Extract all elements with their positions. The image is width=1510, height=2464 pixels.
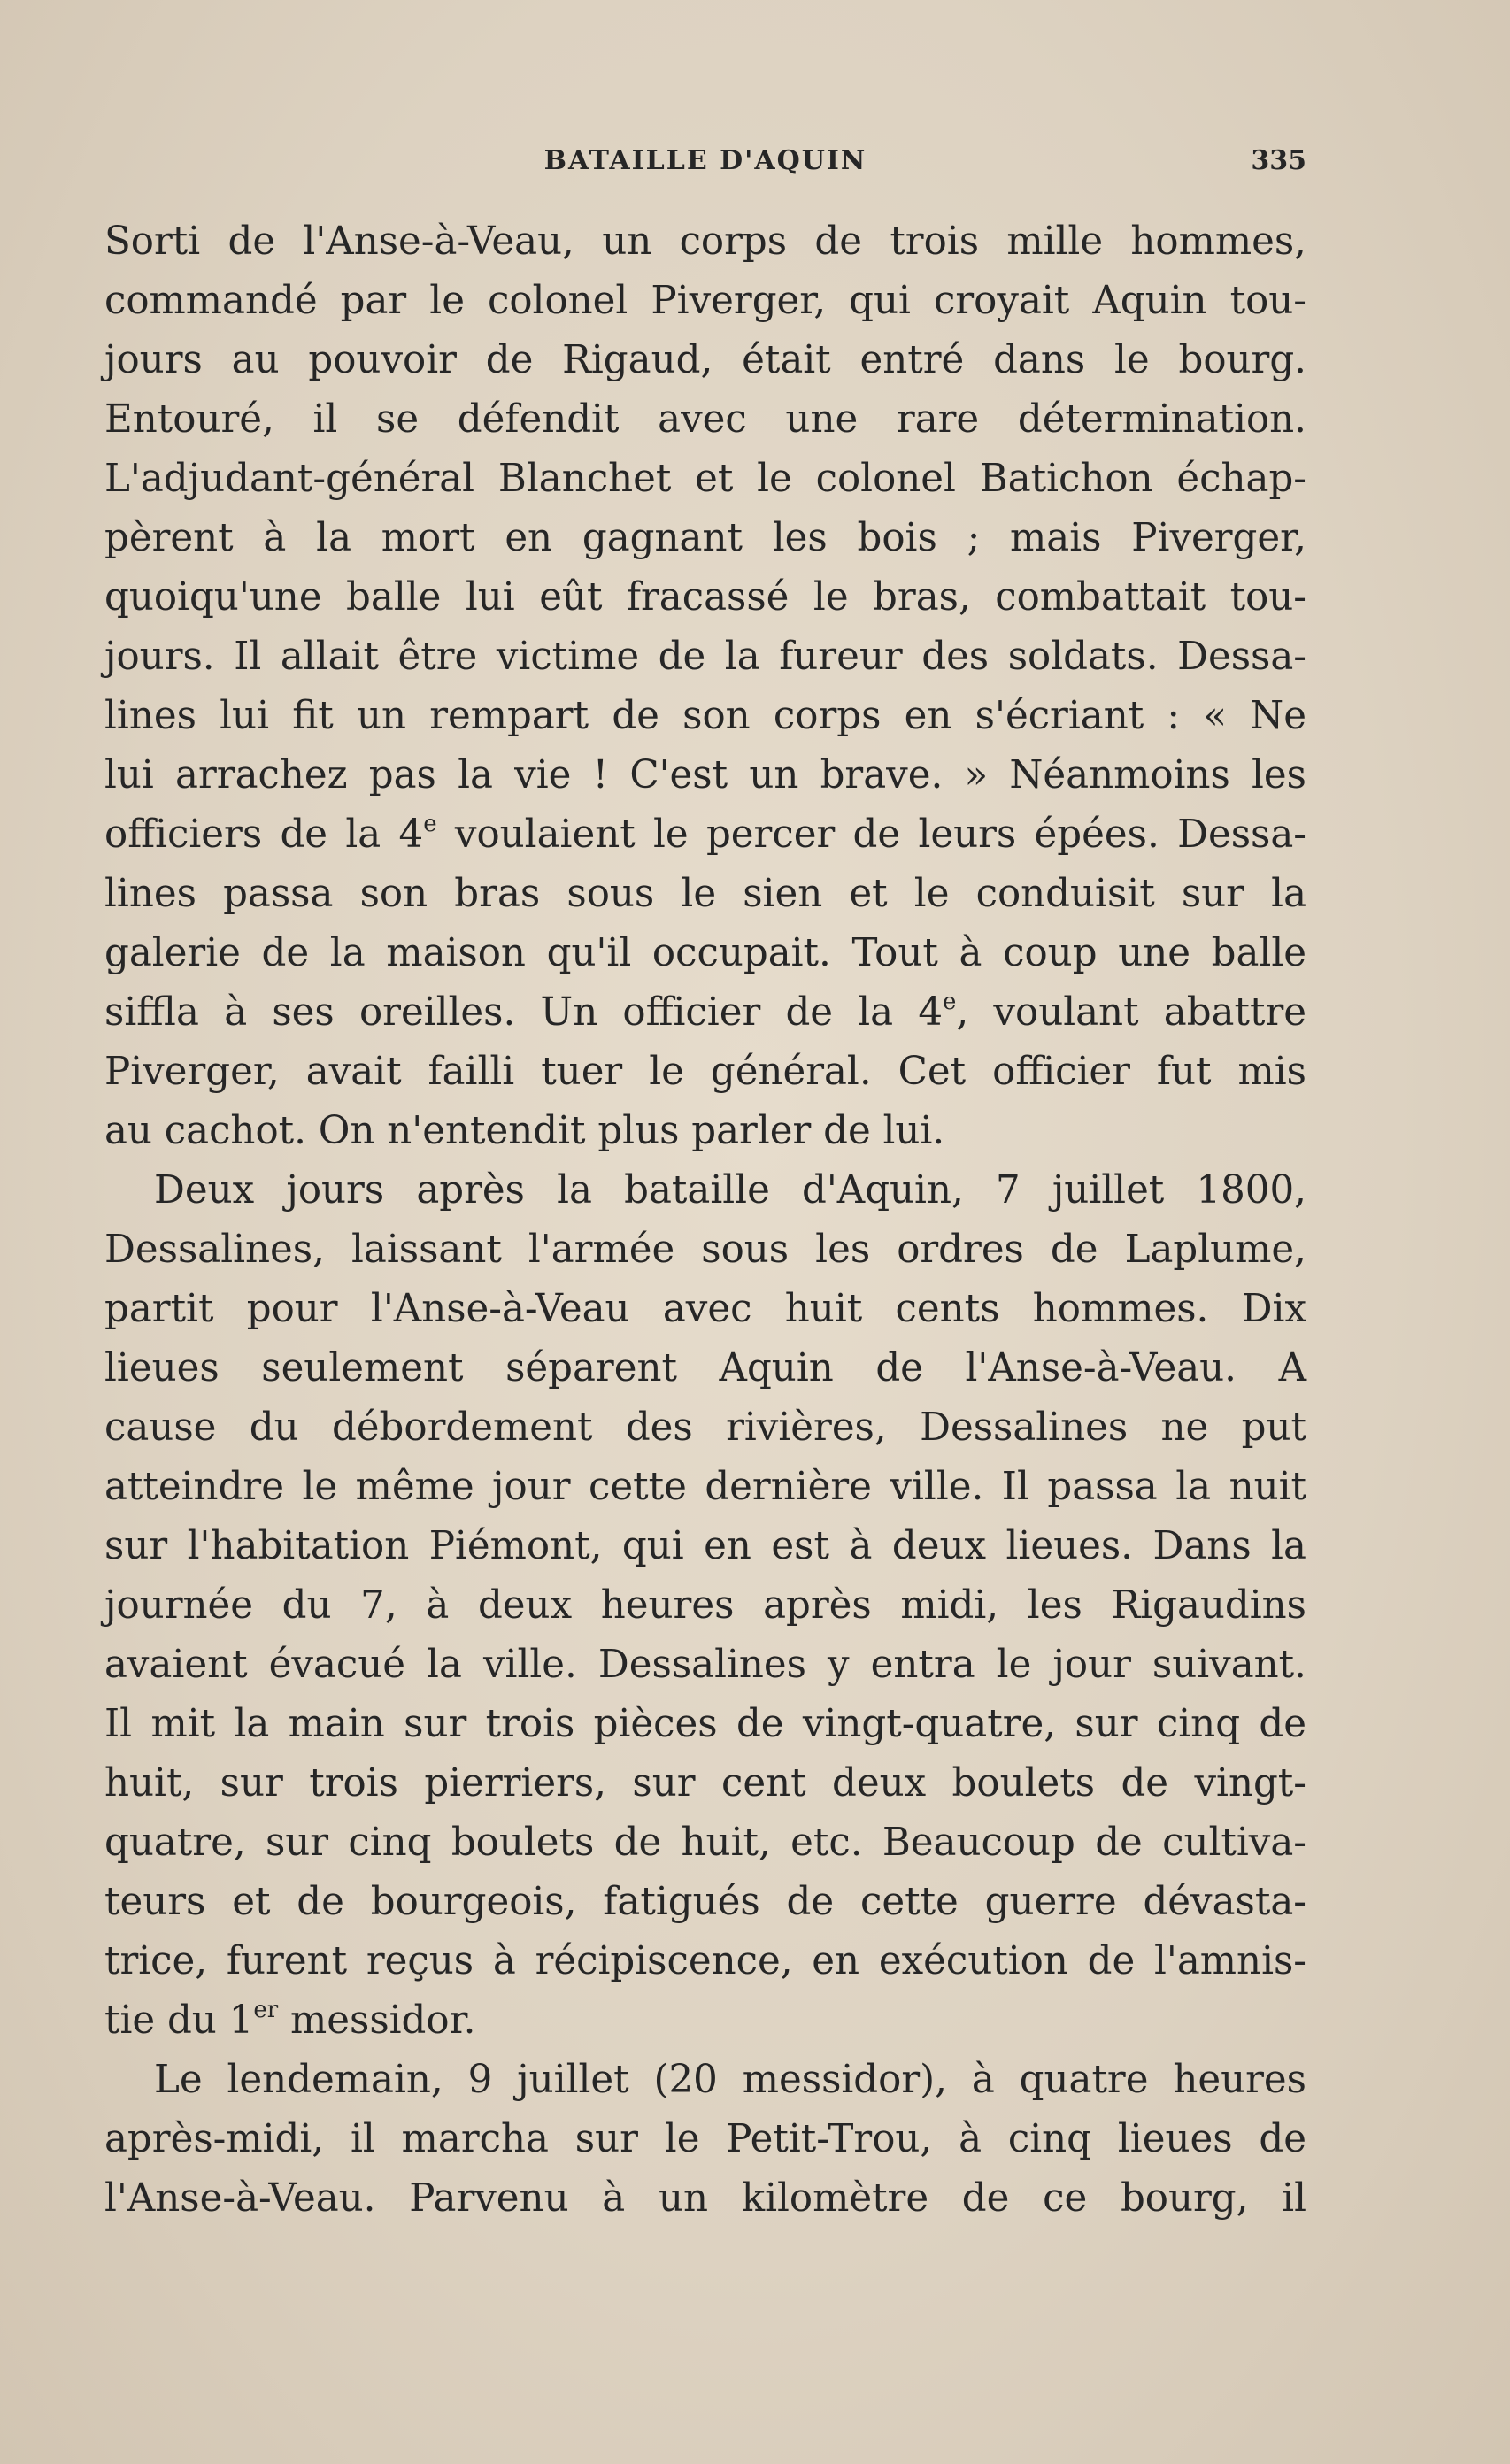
running-header [104,142,1306,177]
text-line: après-midi, il marcha sur le Petit-Trou, à cinq lieues de [104,2117,1306,2161]
text-line: Sorti de l'Anse-à-Veau, un corps de trois mille hommes, [104,219,1306,264]
text-line: sur l'habitation Piémont, qui en est à deux lieues. Dans la [104,1524,1306,1568]
text-line: Il mit la main sur trois pièces de vingt-quatre, sur cinq de [104,1702,1306,1746]
text-line: cause du débordement des rivières, Dessalines ne put [104,1405,1306,1450]
text-line: pèrent à la mort en gagnant les bois ; mais Piverger, [104,516,1306,560]
text-line: au cachot. On n'entendit plus parler de lui. [104,1109,945,1153]
text-line: atteindre le même jour cette dernière ville. Il passa la nuit [104,1465,1306,1509]
page-number: 335 [1251,145,1306,176]
text-line: Dessalines, laissant l'armée sous les ordres de Laplume, [104,1228,1306,1272]
text-line: teurs et de bourgeois, fatigués de cette guerre dévasta- [104,1880,1306,1924]
running-title: BATAILLE D'AQUIN [543,145,867,176]
text-line: siffla à ses oreilles. Un officier de la 4e, voulant abattre [104,989,1306,1035]
text-line: journée du 7, à deux heures après midi, les Rigaudins [104,1583,1306,1628]
text-line: tie du 1er messidor. [104,1997,476,2043]
text-line: L'adjudant-général Blanchet et le colonel Batichon échap- [104,457,1306,501]
text-line: lines lui fit un rempart de son corps en s'écriant : « Ne [104,694,1306,738]
text-line: l'Anse-à-Veau. Parvenu à un kilomètre de ce bourg, il [104,2176,1306,2221]
text-line: quatre, sur cinq boulets de huit, etc. Beaucoup de cultiva- [104,1821,1306,1865]
text-line: lui arrachez pas la vie ! C'est un brave. » Néanmoins les [104,753,1306,797]
text-line: avaient évacué la ville. Dessalines y entra le jour suivant. [104,1643,1306,1687]
text-line: jours au pouvoir de Rigaud, était entré dans le bourg. [104,338,1306,382]
text-line: quoiqu'une balle lui eût fracassé le bras, combattait tou- [104,575,1306,620]
text-line: Piverger, avait failli tuer le général. Cet officier fut mis [104,1050,1306,1094]
text-line: lines passa son bras sous le sien et le conduisit sur la [104,872,1306,916]
text-line: Entouré, il se défendit avec une rare détermination. [104,397,1306,442]
text-line: commandé par le colonel Piverger, qui croyait Aquin tou- [104,279,1306,323]
body-text [104,212,1306,2229]
text-line: partit pour l'Anse-à-Veau avec huit cents hommes. Dix [104,1287,1306,1331]
text-line: trice, furent reçus à récipiscence, en exécution de l'amnis- [104,1939,1306,1983]
text-line: huit, sur trois pierriers, sur cent deux boulets de vingt- [104,1761,1306,1806]
text-line: Le lendemain, 9 juillet (20 messidor), à quatre heures [154,2058,1306,2102]
text-line: Deux jours après la bataille d'Aquin, 7 juillet 1800, [154,1168,1306,1213]
text-line: lieues seulement séparent Aquin de l'Anse-à-Veau. A [104,1346,1306,1390]
text-line: galerie de la maison qu'il occupait. Tout à coup une balle [104,931,1306,975]
text-line: officiers de la 4e voulaient le percer de leurs épées. Dessa- [104,811,1306,857]
text-line: jours. Il allait être victime de la fureur des soldats. Dessa- [104,635,1306,679]
